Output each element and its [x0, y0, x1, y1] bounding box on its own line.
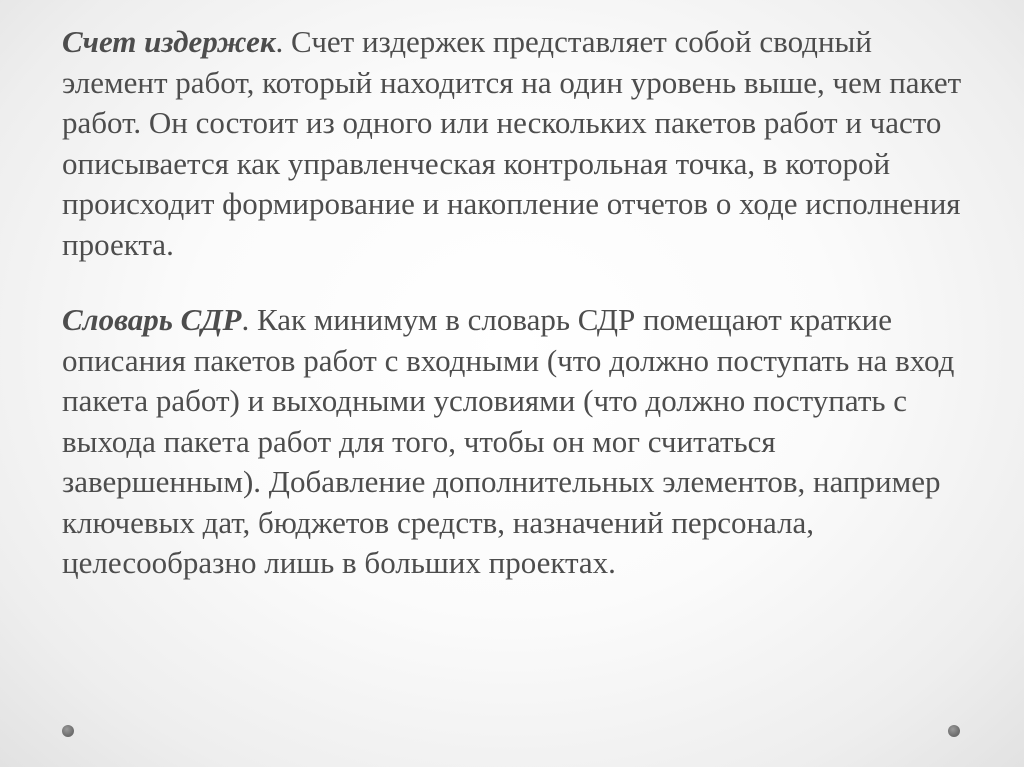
slide-body — [62, 22, 982, 584]
paragraph-wbs-dictionary — [62, 300, 982, 584]
bullet-dot-icon — [62, 725, 74, 737]
bullet-dot-icon — [948, 725, 960, 737]
paragraph-cost-account-text: . Счет издержек представляет собой сводный элемент работ, который находится на один уровень выше, чем пакет работ. Он состоит из одного или нескольких пакетов работ и часто описывается как управленческая контрольная точка, в которой происходит формирование и накопление отчетов о ходе исполнения проекта. — [62, 24, 962, 262]
paragraph-cost-account — [62, 22, 982, 265]
term-cost-account: Счет издержек — [62, 24, 276, 59]
paragraph-wbs-dictionary-text: . Как минимум в словарь СДР помещают краткие описания пакетов работ с входными (что должно поступать на вход пакета работ) и выходными условиями (что должно поступать с выхода пакета работ для того, чтобы он мог считаться завершенным). Добавление дополнительных элементов, например ключевых дат, бюджетов средств, назначений персонала, целесообразно лишь в больших проектах. — [62, 302, 955, 580]
term-wbs-dictionary: Словарь СДР — [62, 302, 242, 337]
